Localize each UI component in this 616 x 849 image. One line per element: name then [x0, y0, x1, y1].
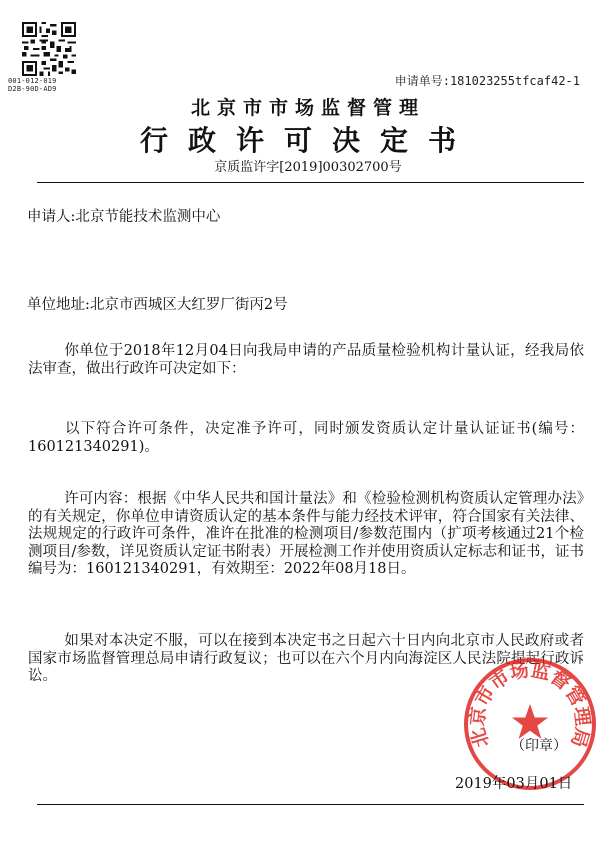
issue-date: 2019年03月01日 — [455, 776, 573, 792]
paragraph-text: 你单位于2018年12月04日向我局申请的产品质量检验机构计量认证，经我局依法审查，做出行政许可决定如下： — [28, 343, 584, 377]
applicant-address: 单位地址:北京市西城区大红罗厂街丙2号 — [27, 297, 288, 313]
qr-code-caption — [8, 77, 88, 93]
paragraph-text: 许可内容：根据《中华人民共和国计量法》和《检验检测机构资质认定管理办法》的有关规定，你单位申请资质认定的基本条件与能力经技术评审，符合国家有关法律、法规规定的行政许可条件，准许在批准的检测项目/参数范围内（扩项考核通过21个检测项目/参数，详见资质认定证书附表）开展检测工作并使用资质认定标志和证书，证书编号为：160121340291，有效期至：2022年08月18日。 — [28, 491, 584, 577]
applicant: 申请人:北京节能技术监测中心 — [27, 209, 221, 225]
application-number: 申请单号:181023255tfcaf42-1 — [394, 74, 580, 88]
paragraph-decision — [28, 421, 584, 456]
agency-name: 北京市市场监督管理 — [190, 97, 425, 119]
paragraph-application — [28, 343, 584, 378]
svg-text:北京市市场监督管理局: 北京市市场监督管理局 — [466, 658, 594, 750]
seal-label: （印章） — [511, 738, 567, 754]
document-number: 京质监许字[2019]00302700号 — [214, 160, 402, 175]
paragraph-text: 如果对本决定不服，可以在接到本决定书之日起六十日内向北京市人民政府或者国家市场监督管理总局申请行政复议；也可以在六个月内向海淀区人民法院提起行政诉讼。 — [28, 633, 584, 684]
paragraph-license-content — [28, 491, 584, 579]
footer-divider — [37, 804, 584, 805]
header-divider — [37, 182, 584, 183]
qr-code-caption-line: D2B-90D-AD9 — [8, 85, 57, 93]
paragraph-text: 以下符合许可条件，决定准予许可，同时颁发资质认定计量认证证书(编号：160121340291)。 — [28, 421, 584, 455]
document-title: 行政许可决定书 — [139, 124, 476, 157]
qr-code-caption-line: 001-012-019 — [8, 77, 57, 85]
qr-code-icon — [22, 22, 76, 76]
